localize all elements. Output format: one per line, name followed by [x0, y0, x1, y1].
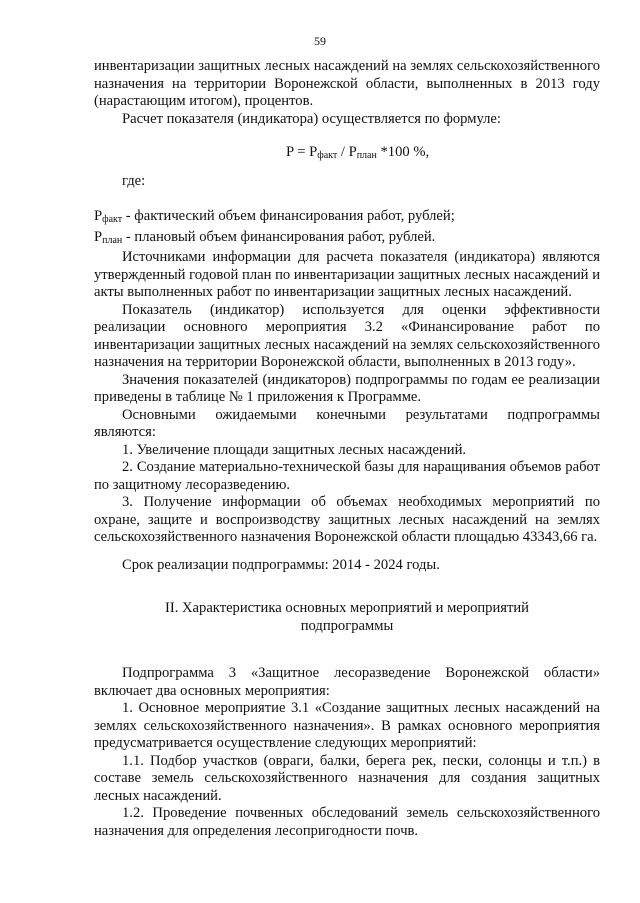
- document-body: [94, 58, 600, 840]
- formula-sep: / P: [337, 144, 357, 160]
- definition-subscript: план: [102, 234, 123, 246]
- definition-plan: [94, 229, 600, 250]
- paragraph: Источниками информации для расчета показателя (индикатора) являются утвержденный годовой план по инвентаризации защитных лесных насаждений и акты выполненных работ по инвентаризации защитных лесных насаждений.: [94, 249, 600, 300]
- formula-lhs: P = P: [286, 144, 318, 160]
- paragraph: 1.2. Проведение почвенных обследований земель сельскохозяйственного назначения для определения лесопригодности почв.: [94, 805, 600, 839]
- paragraph: Основными ожидаемыми конечными результатами подпрограммы являются:: [94, 406, 600, 440]
- formula-sub-plan: план: [356, 150, 377, 161]
- page-number: 59: [314, 34, 326, 48]
- definition-text: - плановый объем финансирования работ, рублей.: [122, 228, 436, 245]
- paragraph: Расчет показателя (индикатора) осуществляется по формуле:: [122, 110, 501, 127]
- paragraph: инвентаризации защитных лесных насаждений на землях сельскохозяйственного назначения на территории Воронежской области, выполненных в 2013 году (нарастающим итогом), процентов.: [94, 58, 600, 109]
- formula-sub-fact: факт: [317, 150, 338, 161]
- formula: [94, 144, 600, 165]
- term-paragraph: Срок реализации подпрограммы: 2014 - 2024 годы.: [122, 556, 440, 573]
- list-item: 1. Увеличение площади защитных лесных насаждений.: [122, 441, 467, 458]
- definition-text: - фактический объем финансирования работ, рублей;: [122, 208, 455, 224]
- formula-rhs: *100 %,: [376, 144, 430, 160]
- section-heading-line1: II. Характеристика основных мероприятий и мероприятий: [165, 600, 529, 616]
- definition-symbol: P: [94, 228, 103, 245]
- definition-fact: [94, 208, 600, 229]
- section-heading: [94, 600, 600, 635]
- where-label: где:: [122, 172, 146, 189]
- section-heading-line2: подпрограммы: [300, 617, 394, 634]
- paragraph: Значения показателей (индикаторов) подпрограммы по годам ее реализации приведены в таблице № 1 приложения к Программе.: [94, 371, 600, 405]
- definition-symbol: P: [94, 208, 103, 224]
- list-item: 2. Создание материально-технической базы для наращивания объемов работ по защитному лесоразведению.: [94, 459, 600, 493]
- list-item: 3. Получение информации об объемах необходимых мероприятий по охране, защите и воспроизводству защитных лесных насаждений на землях сельскохозяйственного назначения Воронежской области площадью 43343,66 га.: [94, 494, 600, 545]
- paragraph: 1. Основное мероприятие 3.1 «Создание защитных лесных насаждений на землях сельскохозяйственного назначения». В рамках основного мероприятия предусматривается осуществление следующих мероприятий:: [94, 700, 600, 751]
- definition-subscript: факт: [102, 214, 123, 225]
- paragraph: Подпрограмма 3 «Защитное лесоразведение Воронежской области» включает два основных мероприятия:: [94, 665, 600, 699]
- paragraph: Показатель (индикатор) используется для оценки эффективности реализации основного мероприятия 3.2 «Финансирование работ по инвентаризации защитных лесных насаждений на землях сельскохозяйственного назначения на территории Воронежской области, выполненных в 2013 году».: [94, 301, 600, 370]
- paragraph: 1.1. Подбор участков (овраги, балки, берега рек, пески, солонцы и т.п.) в составе земель сельскохозяйственного назначения для создания защитных лесных насаждений.: [94, 752, 600, 804]
